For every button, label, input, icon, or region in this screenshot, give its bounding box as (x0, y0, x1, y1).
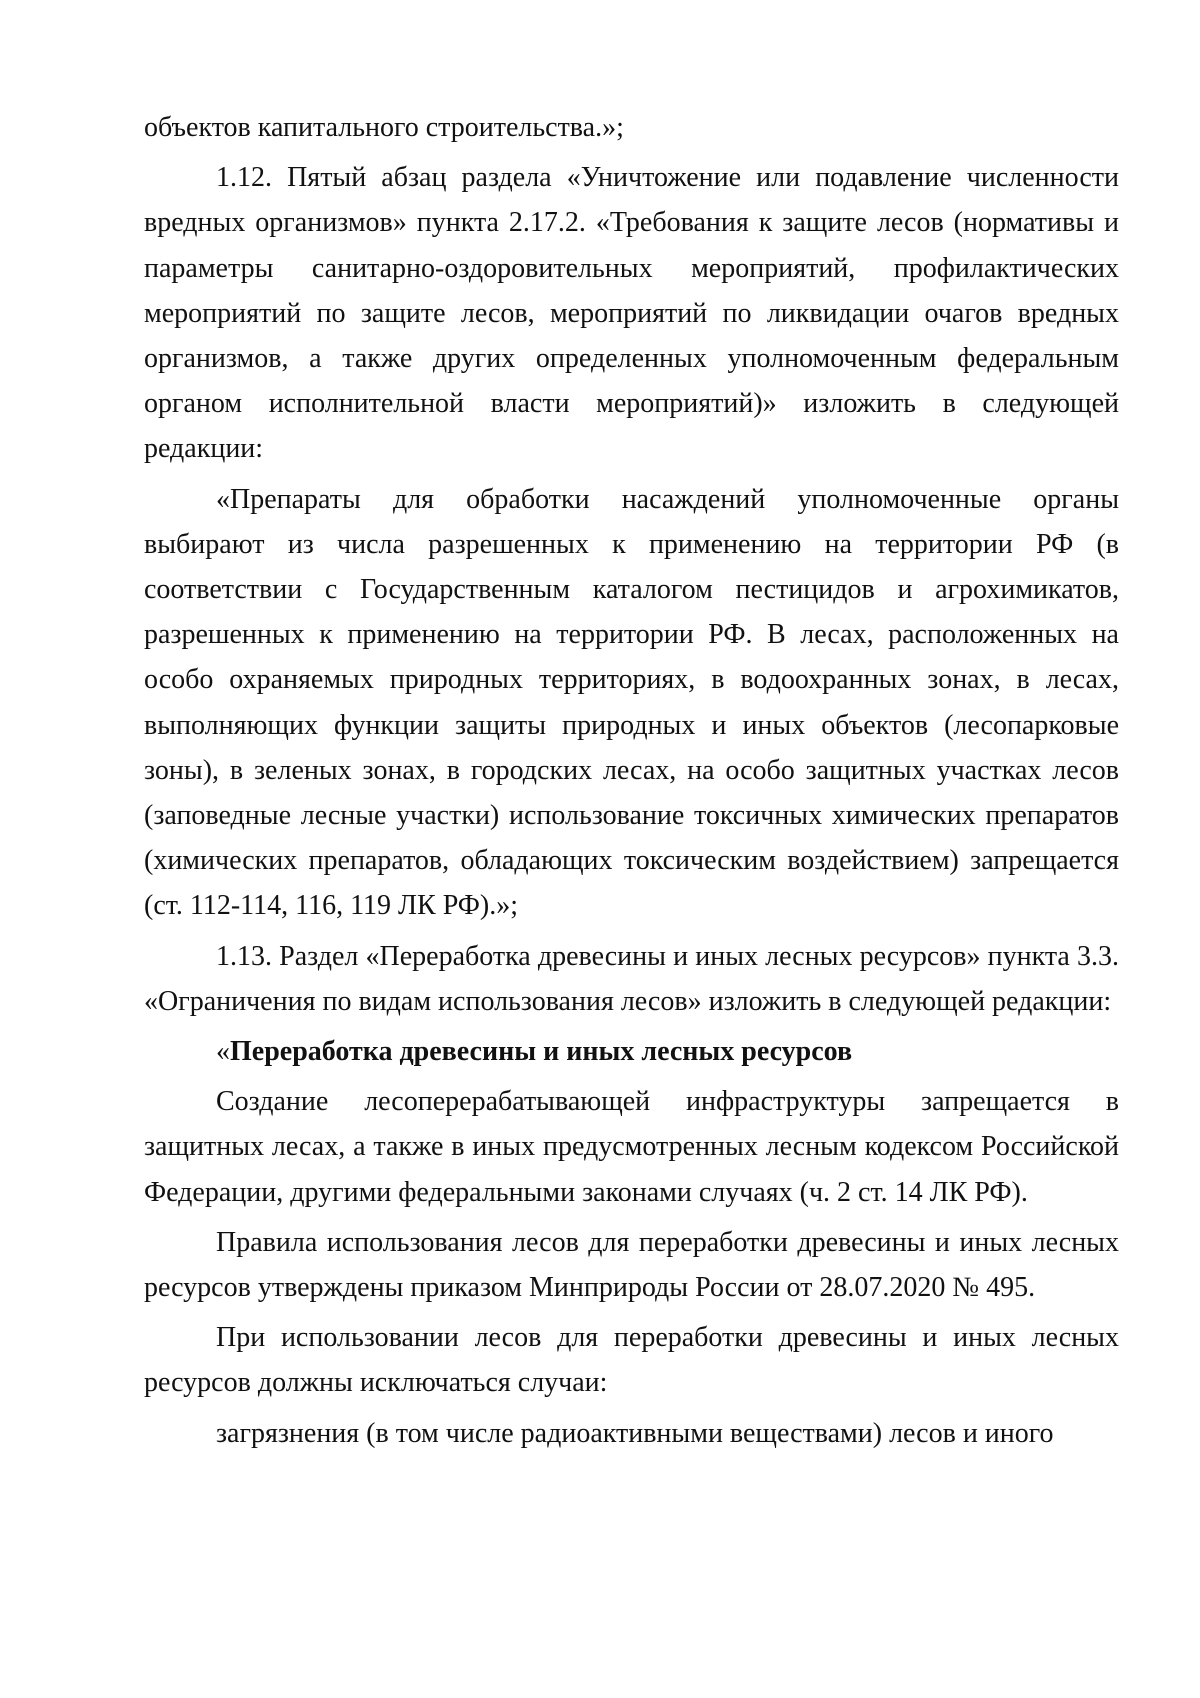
paragraph-rules: Правила использования лесов для переработки древесины и иных лесных ресурсов утверждены приказом Минприроды России от 28.07.2020 № 495. (144, 1226, 1119, 1304)
section-heading (144, 1029, 1119, 1074)
heading-text: Переработка древесины и иных лесных ресурсов (230, 1036, 853, 1068)
document-body (144, 105, 1119, 1456)
paragraph-exclusions: При использовании лесов для переработки древесины и иных лесных ресурсов должны исключаться случаи: (144, 1322, 1119, 1399)
paragraph-infrastructure: Создание лесоперерабатывающей инфраструктуры запрещается в защитных лесах, а также в иных предусмотренных лесным кодексом Российской Федерации, другими федеральными законами случаях (ч. 2 ст. 14 ЛК РФ). (144, 1086, 1119, 1208)
paragraph-continuation: объектов капитального строительства.»; (144, 112, 624, 143)
paragraph-item-1-13: 1.13. Раздел «Переработка древесины и иных лесных ресурсов» пункта 3.3. «Ограничения по видам использования лесов» изложить в следующей редакции: (144, 940, 1119, 1017)
heading-quote: « (216, 1036, 230, 1068)
paragraph-item-1-12: 1.12. Пятый абзац раздела «Уничтожение или подавление численности вредных организмов» пункта 2.17.2. «Требования к защите лесов (нормативы и параметры санитарно-оздоровительных мероприятий, профилактических мероприятий по защите лесов, мероприятий по ликвидации очагов вредных организмов, а также других определенных уполномоченным федеральным органом исполнительной власти мероприятий)» изложить в следующей редакции: (144, 162, 1119, 465)
paragraph-pollution: загрязнения (в том числе радиоактивными веществами) лесов и иного (216, 1417, 1054, 1449)
paragraph-preparations: «Препараты для обработки насаждений уполномоченные органы выбирают из числа разрешенных к применению на территории РФ (в соответствии с Государственным каталогом пестицидов и агрохимикатов, разрешенных к применению на территории РФ. В лесах, расположенных на особо охраняемых природных территориях, в водоохранных зонах, в лесах, выполняющих функции защиты природных и иных объектов (лесопарковые зоны), в зеленых зонах, в городских лесах, на особо защитных участках лесов (заповедные лесные участки) использование токсичных химических препаратов (химических препаратов, обладающих токсическим воздействием) запрещается (ст. 112-114, 116, 119 ЛК РФ).»; (144, 483, 1119, 922)
